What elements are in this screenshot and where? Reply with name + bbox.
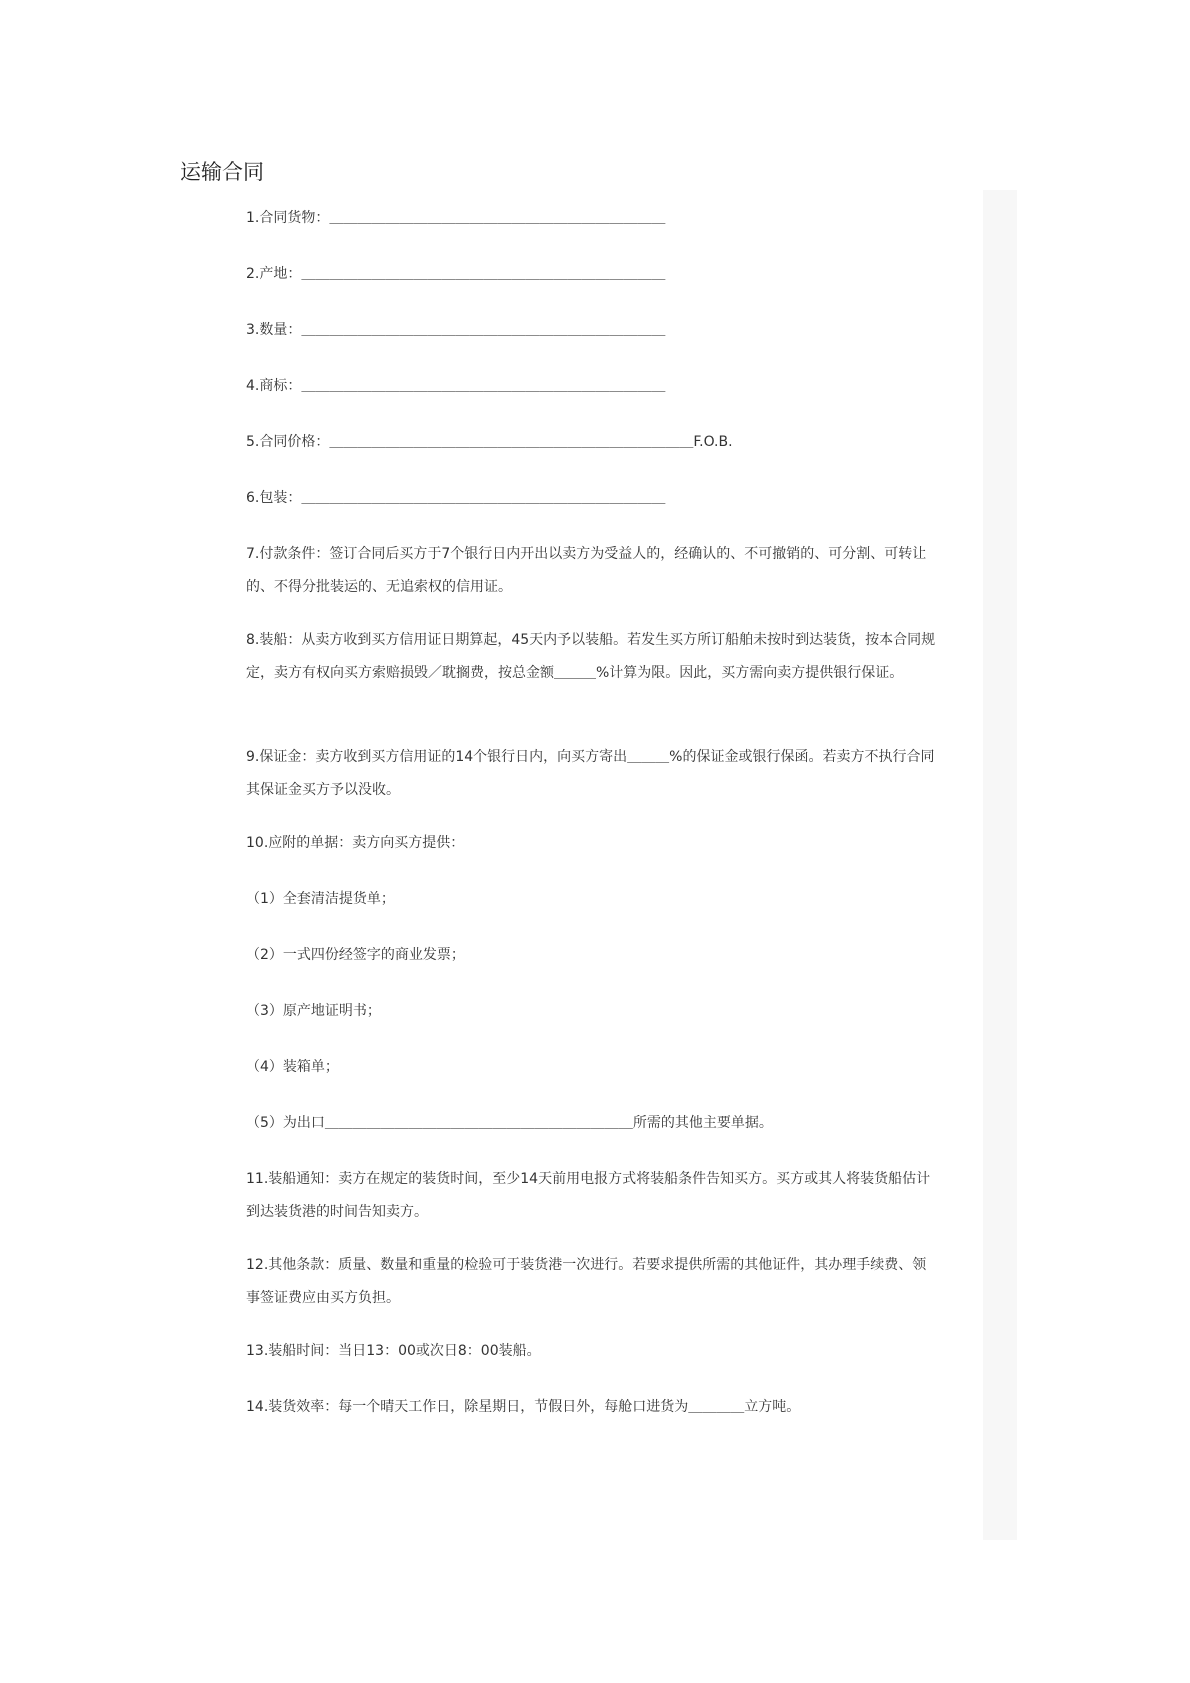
- document-item-1: （1）全套清洁提货单；: [246, 891, 395, 907]
- clause-payment: 7.付款条件：签订合同后买方于7个银行日内开出以卖方为受益人的，经确认的、不可撤销的、可分割、可转让的、不得分批装运的、无追索权的信用证。: [246, 546, 927, 595]
- right-margin-strip: [983, 190, 1017, 1540]
- document-item-4: （4）装箱单；: [246, 1059, 339, 1075]
- clause-other-terms: 12.其他条款：质量、数量和重量的检验可于装货港一次进行。若要求提供所需的其他证件，其办理手续费、领事签证费应由买方负担。: [246, 1257, 927, 1306]
- clause-deposit: 9.保证金：卖方收到买方信用证的14个银行日内，向买方寄出＿＿＿%的保证金或银行保函。若卖方不执行合同其保证金买方予以没收。: [246, 749, 935, 798]
- clause-shipment: 8.装船：从卖方收到买方信用证日期算起，45天内予以装船。若发生买方所订船舶未按时到达装货，按本合同规定，卖方有权向买方索赔损毁／耽搁费，按总金额＿＿＿%计算为限。因此，买方需向卖方提供银行保证。: [246, 632, 936, 681]
- clause-shipping-notice: 11.装船通知：卖方在规定的装货时间，至少14天前用电报方式将装船条件告知买方。买方或其人将装货船估计到达装货港的时间告知卖方。: [246, 1171, 931, 1220]
- clause-loading-time: 13.装船时间：当日13：00或次日8：00装船。: [246, 1343, 541, 1359]
- clause-price: 5.合同价格：＿＿＿＿＿＿＿＿＿＿＿＿＿＿＿＿＿＿＿＿＿＿＿＿＿＿F.O.B.: [246, 434, 733, 450]
- clause-goods: 1.合同货物：＿＿＿＿＿＿＿＿＿＿＿＿＿＿＿＿＿＿＿＿＿＿＿＿: [246, 210, 666, 226]
- document-item-2: （2）一式四份经签字的商业发票；: [246, 947, 465, 963]
- document-item-3: （3）原产地证明书；: [246, 1003, 381, 1019]
- document-item-5: （5）为出口＿＿＿＿＿＿＿＿＿＿＿＿＿＿＿＿＿＿＿＿＿＿所需的其他主要单据。: [246, 1115, 773, 1131]
- clause-packing: 6.包装：＿＿＿＿＿＿＿＿＿＿＿＿＿＿＿＿＿＿＿＿＿＿＿＿＿＿: [246, 490, 666, 506]
- page-title: 运输合同: [180, 160, 264, 184]
- clause-origin: 2.产地：＿＿＿＿＿＿＿＿＿＿＿＿＿＿＿＿＿＿＿＿＿＿＿＿＿＿: [246, 266, 666, 282]
- clause-documents: 10.应附的单据：卖方向买方提供：: [246, 835, 465, 851]
- clause-loading-rate: 14.装货效率：每一个晴天工作日，除星期日，节假日外，每舱口进货为＿＿＿＿立方吨。: [246, 1399, 801, 1415]
- clause-trademark: 4.商标：＿＿＿＿＿＿＿＿＿＿＿＿＿＿＿＿＿＿＿＿＿＿＿＿＿＿: [246, 378, 666, 394]
- clause-quantity: 3.数量：＿＿＿＿＿＿＿＿＿＿＿＿＿＿＿＿＿＿＿＿＿＿＿＿＿＿: [246, 322, 666, 338]
